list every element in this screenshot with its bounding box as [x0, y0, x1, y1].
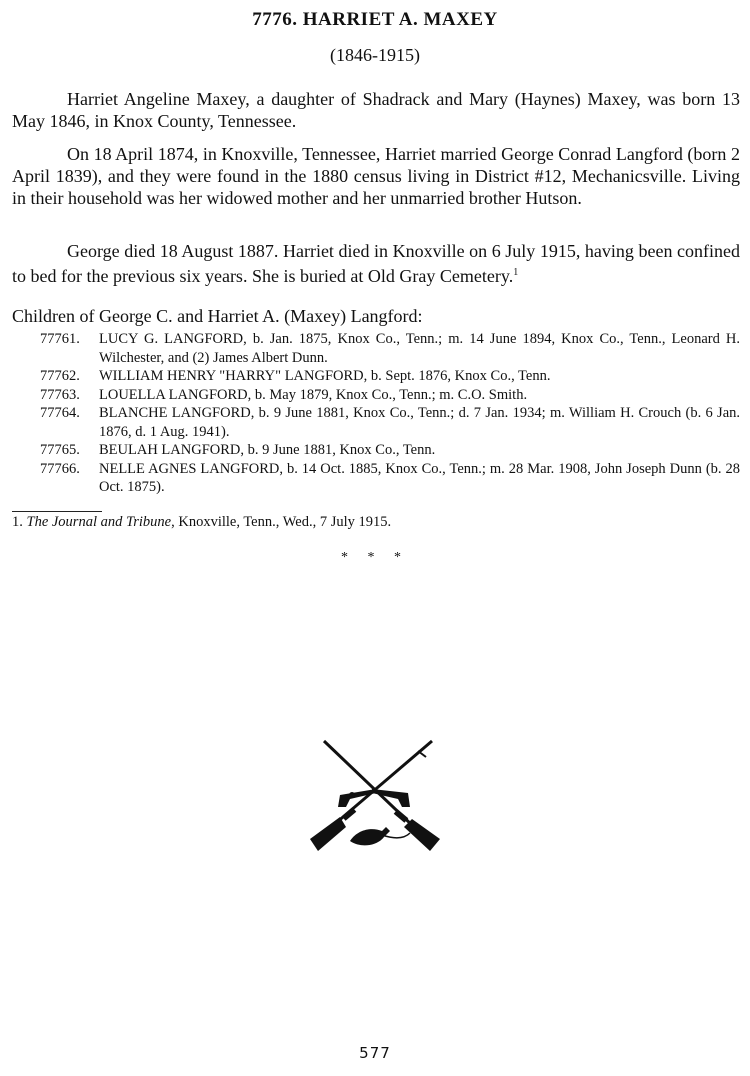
child-number: 77766.	[40, 460, 80, 477]
child-number: 77763.	[40, 386, 80, 403]
footnote-divider	[12, 511, 102, 512]
child-number: 77765.	[40, 442, 80, 458]
list-item	[40, 330, 740, 367]
child-text: NELLE AGNES LANGFORD, b. 14 Oct. 1885, Knox Co., Tenn.; m. 28 Mar. 1908, John Joseph Dunn (b. 28 Oct. 1875).	[99, 460, 740, 495]
children-heading: Children of George C. and Harriet A. (Maxey) Langford:	[12, 306, 423, 326]
paragraph-marriage: On 18 April 1874, in Knoxville, Tennessee, Harriet married George Conrad Langford (born 2 April 1839), and they were found in the 1880 census living in District #12, Mechanicsville. Living in their household was her widowed mother and her unmarried brother Hutson.	[12, 144, 740, 208]
footnote-marker: 1	[513, 267, 519, 278]
paragraph-death: George died 18 August 1887. Harriet died in Knoxville on 6 July 1915, having been confined to bed for the previous six years. She is buried at Old Gray Cemetery.$^1$	[12, 241, 740, 286]
child-number: 77762.	[40, 368, 80, 384]
list-item	[40, 404, 740, 441]
list-item	[40, 367, 740, 386]
footnote: 1. The Journal and Tribune, Knoxville, Tenn., Wed., 7 July 1915.	[12, 514, 392, 530]
paragraph-birth: Harriet Angeline Maxey, a daughter of Shadrack and Mary (Haynes) Maxey, was born 13 May 1846, in Knox County, Tennessee.	[12, 89, 740, 131]
section-separator: * * *	[341, 550, 409, 565]
life-dates: (1846-1915)	[330, 45, 420, 65]
child-text: BLANCHE LANGFORD, b. 9 June 1881, Knox Co., Tenn.; d. 7 Jan. 1934; m. William H. Crouch (b. 6 Jan. 1876, d. 1 Aug. 1941).	[99, 405, 740, 440]
entry-title: 7776. HARRIET A. MAXEY	[252, 9, 498, 30]
footnote-source: The Journal and Tribune	[26, 514, 172, 530]
page-number: 577	[359, 1044, 391, 1062]
child-text: WILLIAM HENRY "HARRY" LANGFORD, b. Sept. 1876, Knox Co., Tenn.	[99, 368, 551, 384]
child-text: BEULAH LANGFORD, b. 9 June 1881, Knox Co., Tenn.	[99, 442, 436, 458]
children-list	[40, 330, 740, 497]
list-item	[40, 441, 740, 460]
child-number: 77761.	[40, 331, 80, 347]
list-item	[40, 386, 740, 405]
crossed-rifles-pistols-powder-horn-icon	[306, 735, 442, 855]
child-number: 77764.	[40, 405, 80, 421]
child-text: LOUELLA LANGFORD, b. May 1879, Knox Co., Tenn.; m. C.O. Smith.	[99, 386, 528, 403]
child-text: LUCY G. LANGFORD, b. Jan. 1875, Knox Co., Tenn.; m. 14 June 1894, Knox Co., Tenn., Leonard H. Wilchester, and (2) James Albert Dunn.	[99, 331, 740, 366]
list-item	[40, 460, 740, 497]
